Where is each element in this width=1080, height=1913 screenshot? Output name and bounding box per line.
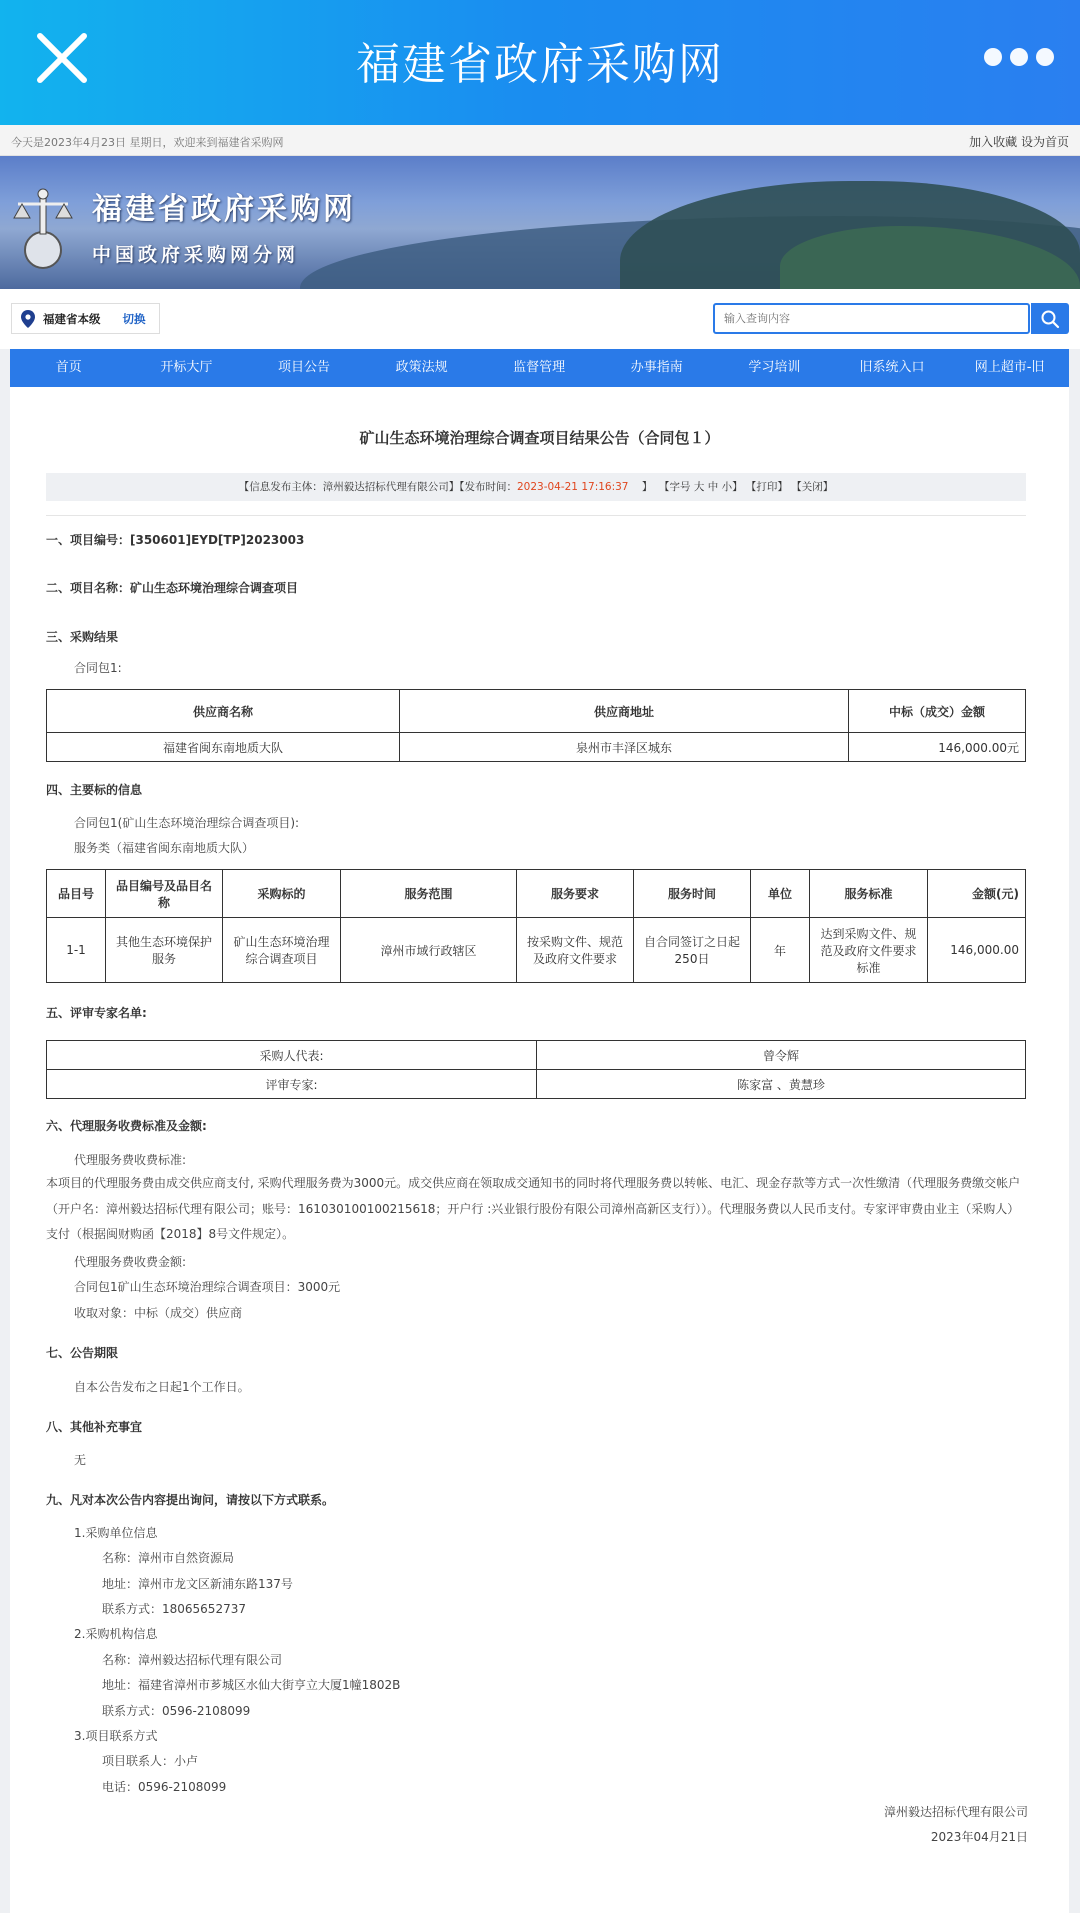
purchaser-address: 地址：漳州市龙文区新浦东路137号 — [102, 1577, 293, 1591]
table-header: 服务要求 — [517, 870, 634, 918]
section-project-name: 二、项目名称：矿山生态环境治理综合调查项目 — [46, 581, 299, 595]
section-other-matters: 八、其他补充事宜 — [46, 1420, 143, 1434]
table-header: 单位 — [751, 870, 810, 918]
switch-region-button[interactable]: 切换 — [122, 311, 146, 326]
nav-item-guide[interactable]: 办事指南 — [630, 360, 683, 375]
location-pin-icon — [21, 310, 35, 328]
font-size-medium[interactable]: 中 — [707, 481, 719, 493]
meta-after-time: 】 — [641, 481, 653, 493]
section-experts: 五、评审专家名单: — [46, 1006, 147, 1020]
font-size-small[interactable]: 小】 — [721, 481, 743, 493]
contact-agency-heading: 2.采购机构信息 — [74, 1627, 158, 1641]
font-size-label: 【字号 — [659, 481, 691, 493]
close-link[interactable]: 【关闭】 — [791, 481, 834, 493]
nav-item-policy[interactable]: 政策法规 — [395, 360, 448, 375]
table-header: 服务范围 — [341, 870, 517, 918]
item-amount: 146,000.00 — [928, 918, 1026, 983]
section-project-number: 一、项目编号：[350601]EYD[TP]2023003 — [46, 533, 305, 547]
section-procurement-result: 三、采购结果 — [46, 630, 119, 644]
table-header: 金额(元) — [928, 870, 1026, 918]
section-main-items: 四、主要标的信息 — [46, 783, 143, 797]
search-button[interactable] — [1031, 303, 1069, 334]
more-icon[interactable] — [984, 48, 1054, 66]
fee-standard-label: 代理服务费收费标准: — [74, 1153, 187, 1167]
item-unit: 年 — [751, 918, 810, 983]
nav-item-home[interactable]: 首页 — [55, 360, 82, 375]
nav-item-old-mall[interactable]: 网上超市-旧 — [974, 360, 1045, 375]
table-header: 采购标的 — [223, 870, 341, 918]
nav-item-supervision[interactable]: 监督管理 — [513, 360, 566, 375]
table-row — [47, 733, 1026, 762]
divider — [46, 515, 1026, 516]
announcement-meta — [46, 473, 1026, 501]
agency-address: 地址：福建省漳州市芗城区水仙大街亨立大厦1幢1802B — [102, 1678, 401, 1692]
supplier-name: 福建省闽东南地质大队 — [47, 733, 400, 762]
fee-amount-label: 代理服务费收费金额: — [74, 1255, 187, 1269]
item-category: 其他生态环境保护服务 — [106, 918, 223, 983]
table-header: 供应商名称 — [47, 690, 400, 733]
section-notice-period: 七、公告期限 — [46, 1346, 119, 1360]
search-input[interactable] — [713, 303, 1030, 334]
table-header: 供应商地址 — [400, 690, 849, 733]
table-header: 品目号 — [47, 870, 106, 918]
agency-phone: 联系方式：0596-2108099 — [102, 1704, 251, 1718]
supplier-address: 泉州市丰泽区城东 — [400, 733, 849, 762]
item-duration: 自合同签订之日起250日 — [634, 918, 751, 983]
emblem-logo-icon — [12, 184, 74, 270]
welcome-text: 今天是2023年4月23日 星期日，欢迎来到福建省采购网 — [11, 136, 284, 149]
fee-amount: 合同包1矿山生态环境治理综合调查项目：3000元 — [74, 1280, 341, 1294]
award-amount: 146,000.00元 — [849, 733, 1026, 762]
agency-name: 名称：漳州毅达招标代理有限公司 — [102, 1653, 283, 1667]
item-standard: 达到采购文件、规范及政府文件要求标准 — [810, 918, 928, 983]
table-row — [47, 918, 1026, 983]
notice-period-text: 自本公告发布之日起1个工作日。 — [74, 1380, 250, 1394]
item-number: 1-1 — [47, 918, 106, 983]
expert-names: 陈家富 、黄慧珍 — [537, 1070, 1026, 1099]
region-name: 福建省本级 — [43, 311, 101, 326]
table-header: 服务标准 — [810, 870, 928, 918]
app-bar — [0, 0, 1080, 125]
region-selector — [11, 303, 160, 334]
bookmark-link[interactable]: 加入收藏 — [969, 135, 1018, 149]
item-subject: 矿山生态环境治理综合调查项目 — [223, 918, 341, 983]
nav-item-announcements[interactable]: 项目公告 — [277, 360, 330, 375]
project-contact-phone: 电话：0596-2108099 — [102, 1780, 227, 1794]
table-header: 品目编号及品目名称 — [106, 870, 223, 918]
signature-date: 2023年04月21日 — [930, 1830, 1028, 1844]
nav-item-old-system[interactable]: 旧系统入口 — [859, 360, 925, 375]
other-matters-text: 无 — [74, 1453, 87, 1467]
item-table — [46, 869, 1026, 983]
app-title: 福建省政府采购网 — [356, 39, 724, 90]
location-search-bar — [0, 289, 1080, 349]
project-contact-person: 项目联系人：小卢 — [102, 1754, 199, 1768]
font-size-large[interactable]: 大 — [693, 481, 705, 493]
meta-publisher: 【信息发布主体：漳州毅达招标代理有限公司】【发布时间： — [238, 481, 517, 493]
table-header: 服务时间 — [634, 870, 751, 918]
purchaser-phone: 联系方式：18065652737 — [102, 1602, 246, 1616]
meta-publish-time: 2023-04-21 17:16:37 — [516, 481, 629, 493]
table-row — [47, 1041, 1026, 1070]
banner-title: 福建省政府采购网 — [92, 192, 356, 227]
result-table — [46, 689, 1026, 762]
announcement-card — [10, 387, 1069, 1913]
table-row — [47, 1070, 1026, 1099]
site-banner — [0, 156, 1080, 289]
expert-names: 曾令辉 — [537, 1041, 1026, 1070]
items-package-line: 合同包1(矿山生态环境治理综合调查项目): — [74, 816, 300, 830]
set-homepage-link[interactable]: 设为首页 — [1020, 135, 1069, 149]
welcome-strip — [0, 125, 1080, 156]
search-icon — [1040, 309, 1060, 329]
section-contact: 九、凡对本次公告内容提出询问，请按以下方式联系。 — [46, 1493, 335, 1507]
package-label: 合同包1: — [74, 661, 122, 675]
section-agency-fee: 六、代理服务收费标准及金额: — [46, 1119, 207, 1133]
strip-links — [969, 133, 1069, 150]
items-service-line: 服务类（福建省闽东南地质大队） — [74, 841, 255, 855]
signature-organization: 漳州毅达招标代理有限公司 — [883, 1805, 1028, 1819]
purchaser-name: 名称：漳州市自然资源局 — [102, 1551, 235, 1565]
nav-item-training[interactable]: 学习培训 — [748, 360, 801, 375]
contact-project-heading: 3.项目联系方式 — [74, 1729, 158, 1743]
banner-subtitle: 中国政府采购网分网 — [92, 244, 300, 266]
print-link[interactable]: 【打印】 — [745, 481, 788, 493]
contact-purchaser-heading: 1.采购单位信息 — [74, 1526, 158, 1540]
expert-role: 评审专家: — [47, 1070, 537, 1099]
expert-table — [46, 1040, 1026, 1099]
item-scope: 漳州市域行政辖区 — [341, 918, 517, 983]
table-header: 中标（成交）金额 — [849, 690, 1026, 733]
nav-item-bid-hall[interactable]: 开标大厅 — [160, 360, 213, 375]
fee-description: 本项目的代理服务费由成交供应商支付, 采购代理服务费为3000元。成交供应商在领取成交通知书的同时将代理服务费以转帐、电汇、现金存款等方式一次性缴清（代理服务费缴交帐户（开户名：漳州毅达招标代理有限公司；账号：161030100100215618；开户行 :兴业银行股份有限公司漳州高新区支行））。代理服务费以人民币支付。专家评审费由业主（采购人）支付（根据闽财购函【2018】8号文件规定）。 — [46, 1176, 1021, 1241]
main-nav — [10, 349, 1069, 387]
item-requirement: 按采购文件、规范及政府文件要求 — [517, 918, 634, 983]
expert-role: 采购人代表: — [47, 1041, 537, 1070]
fee-target: 收取对象：中标（成交）供应商 — [74, 1306, 243, 1320]
announcement-title: 矿山生态环境治理综合调查项目结果公告（合同包１） — [359, 429, 720, 447]
